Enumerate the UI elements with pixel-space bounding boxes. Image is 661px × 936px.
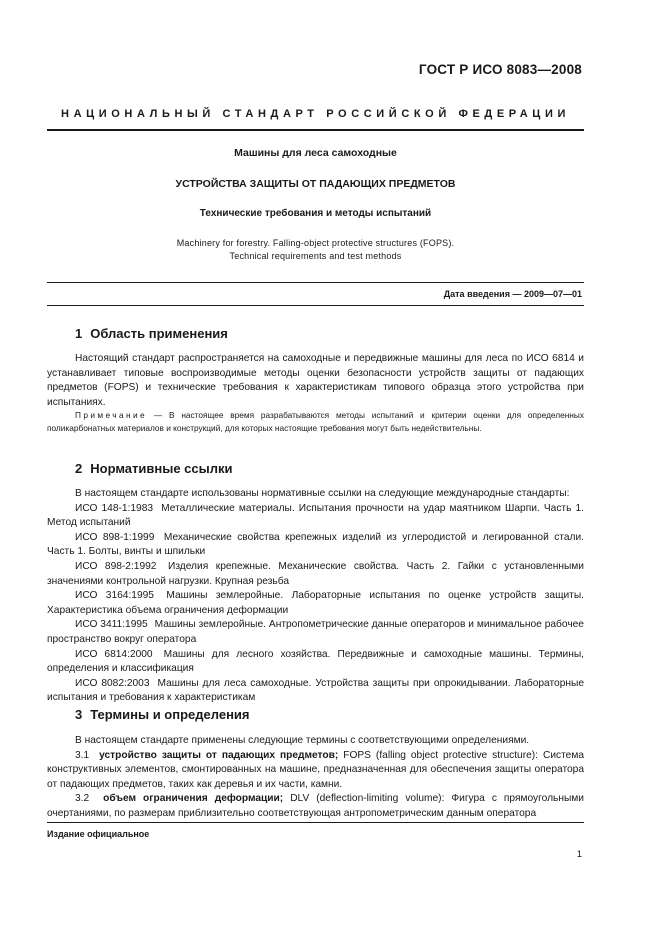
- term: объем ограничения деформации;: [103, 793, 284, 805]
- header-rule: [47, 129, 584, 131]
- title-fops: УСТРОЙСТВА ЗАЩИТЫ ОТ ПАДАЮЩИХ ПРЕДМЕТОВ: [175, 178, 456, 190]
- normative-reference: ИСО 6814:2000 Машины для лесного хозяйства. Передвижные и самоходные машины. Термины, определения и классификация: [47, 648, 584, 675]
- section-3-body: [47, 734, 584, 822]
- note-text: — В настоящее время разрабатываются методы испытаний и критерии оценки для определенных поликарбонатных материалов и конструкций, для которых настоящие требования могут быть недействительны.: [47, 410, 584, 433]
- note: [47, 409, 584, 435]
- paragraph: В настоящем стандарте применены следующие термины с соответствующими определениями.: [75, 735, 530, 746]
- term-definition: 3.1 устройство защиты от падающих предметов; FOPS (falling object protective structure): Система конструктивных элементов, смонтированных на машине, предназначенная для обеспечения защиты оператора от падающих предметов, таких как деревья и их части, камни.: [47, 749, 584, 790]
- section-1-body: [47, 352, 584, 410]
- english-title-line2: Technical requirements and test methods: [229, 251, 402, 261]
- section-2-heading: [75, 461, 232, 476]
- section-1-heading: [75, 326, 228, 341]
- section-title: Нормативные ссылки: [90, 461, 233, 476]
- date-rule-top: [47, 282, 584, 283]
- normative-reference: ИСО 148-1:1983 Металлические материалы. Испытания прочности на удар маятником Шарпи. Часть 1. Метод испытаний: [47, 502, 584, 529]
- section-title: Термины и определения: [90, 707, 250, 722]
- section-2-body: [47, 487, 584, 706]
- normative-reference: ИСО 3164:1995 Машины землеройные. Лабораторные испытания по оценке устройств защиты. Характеристика объема ограничения деформации: [47, 590, 584, 616]
- page-number: 1: [576, 849, 582, 860]
- paragraph: В настоящем стандарте использованы нормативные ссылки на следующие международные стандарты:: [75, 488, 570, 499]
- english-title: [47, 237, 584, 263]
- official-edition: Издание официальное: [47, 829, 150, 839]
- section-3-heading: [75, 707, 250, 722]
- footer-rule: [47, 822, 584, 823]
- section-title: Область применения: [90, 326, 228, 341]
- normative-reference: ИСО 3411:1995 Машины землеройные. Антропометрические данные операторов и минимальное рабочее пространство вокруг оператора: [47, 619, 584, 645]
- national-standard-banner: НАЦИОНАЛЬНЫЙ СТАНДАРТ РОССИЙСКОЙ ФЕДЕРАЦИИ: [61, 108, 570, 120]
- english-title-line1: Machinery for forestry. Falling-object protective structures (FOPS).: [176, 238, 455, 248]
- normative-reference: ИСО 898-1:1999 Механические свойства крепежных изделий из углеродистой и легированной стали. Часть 1. Болты, винты и шпильки: [47, 531, 584, 558]
- paragraph: Настоящий стандарт распространяется на самоходные и передвижные машины для леса по ИСО 6814 и устанавливает типовые воспроизводимые методы оценки безопасности устройств защиты от падающих предметов (FOPS) и технические требования к характеристикам типового образца этого устройства при испытаниях.: [47, 353, 584, 408]
- section-number: 1: [75, 326, 83, 341]
- note-label: Примечание: [75, 410, 148, 420]
- section-number: 3: [75, 707, 83, 722]
- section-number: 2: [75, 461, 83, 476]
- title-requirements: Технические требования и методы испытаний: [199, 208, 432, 219]
- normative-reference: ИСО 8082:2003 Машины для леса самоходные. Устройства защиты при опрокидывании. Лабораторные испытания и требования к характеристикам: [47, 677, 584, 704]
- normative-reference: ИСО 898-2:1992 Изделия крепежные. Механические свойства. Часть 2. Гайки с установленными значениями контрольной нагрузки. Крупная резьба: [47, 560, 584, 587]
- title-forestry-machines: Машины для леса самоходные: [234, 147, 397, 159]
- term: устройство защиты от падающих предметов;: [99, 749, 339, 761]
- term-definition: 3.2 объем ограничения деформации; DLV (deflection-limiting volume): Фигура с прямоугольными очертаниями, по размерам приблизительно соответствующая антропометрическим данным оператора: [47, 793, 584, 819]
- standard-number: ГОСТ Р ИСО 8083—2008: [418, 62, 582, 77]
- date-rule-bottom: [47, 305, 584, 306]
- introduction-date: Дата введения — 2009—07—01: [443, 289, 582, 299]
